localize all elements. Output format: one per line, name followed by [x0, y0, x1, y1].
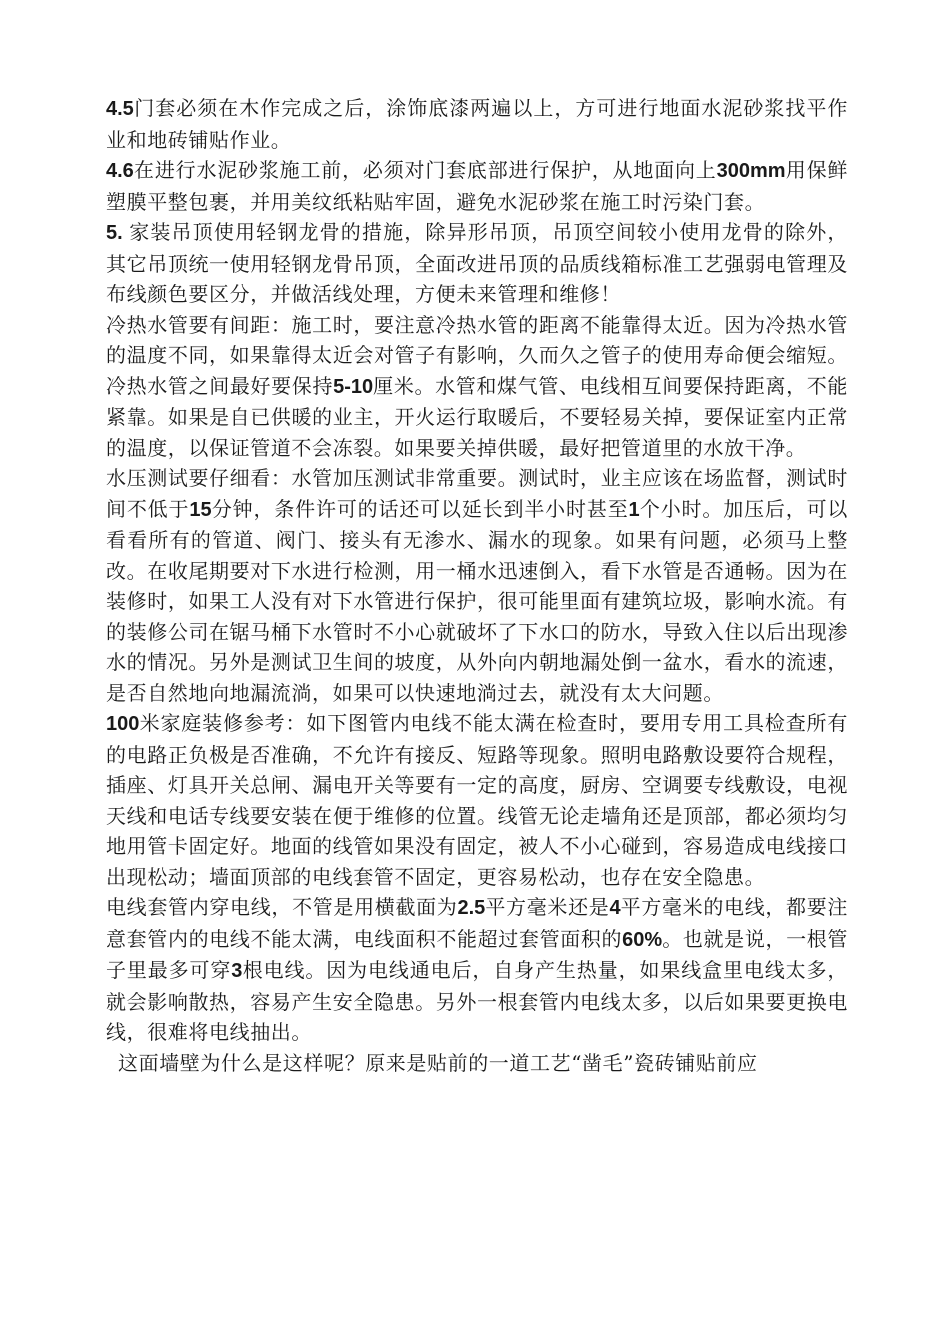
- inline-number: 300mm: [716, 160, 786, 182]
- paragraph-text: 电线套管内穿电线，不管是用横截面为: [106, 895, 458, 919]
- paragraph-wall-chiseling: [106, 1048, 848, 1079]
- paragraph-wire-conduit: [106, 892, 848, 1048]
- inline-number: 60%: [622, 928, 663, 951]
- paragraph-text: 根电线。因为电线通电后，自身产生热量，如果线盒里电线太多，就会影响散热，容易产生安全隐患。另外一根套管内电线太多，以后如果要更换电线，很难将电线抽出。: [106, 958, 848, 1044]
- inline-number: 5-10: [333, 375, 374, 398]
- inline-number: 3: [231, 960, 243, 982]
- paragraph-water-pipe-spacing: [106, 310, 848, 464]
- paragraph-text: 平方毫米还是: [485, 895, 610, 919]
- paragraph-text: 家装吊顶使用轻钢龙骨的措施，除异形吊顶，吊顶空间较小使用龙骨的除外，其它吊顶统一使用轻钢龙骨吊顶，全面改进吊顶的品质线箱标准工艺强弱电管理及布线颜色要区分，并做活线处理，方便未来管理和维修！: [106, 220, 848, 306]
- paragraph-4-5: [106, 93, 848, 155]
- document-page: [106, 93, 848, 1078]
- paragraph-text: 水压测试要仔细看：水管加压测试非常重要。测试时，业主应该在场监督，测试时间不低于: [106, 466, 848, 521]
- paragraph-text: 。也就是说，一根管子里最多可穿: [106, 926, 849, 982]
- paragraph-text: 分钟，条件许可的话还可以延长到半小时甚至: [211, 496, 629, 521]
- paragraph-text: 冷热水管要有间距：施工时，要注意冷热水管的距离不能靠得太近。因为冷热水管的温度不同，如果靠得太近会对管子有影响，久而久之管子的使用寿命便会缩短。冷热水管之间最好要保持: [106, 312, 848, 398]
- inline-number: 2.5: [457, 897, 486, 919]
- paragraph-text: 在进行水泥砂浆施工前，必须对门套底部进行保护，从地面向上: [133, 158, 717, 182]
- paragraph-text: 个小时。加压后，可以看看所有的管道、阀门、接头有无渗水、漏水的现象。如果有问题，必须马上整改。在收尾期要对下水进行检测，用一桶水迅速倒入，看下水管是否通畅。因为在装修时，如果工人没有对下水管进行保护，很可能里面有建筑垃圾，影响水流。有的装修公司在锯马桶下水管时不小心就破坏了下水口的防水，导致入住以后出现渗水的情况。另外是测试卫生间的坡度，从外向内朝地漏处倒一盆水，看水的流速，是否自然地向地漏流淌，如果可以快速地淌过去，就没有太大问题。: [106, 496, 849, 705]
- paragraph-100-reference: [106, 708, 848, 892]
- inline-number: 4: [609, 897, 621, 919]
- paragraph-text: 这面墙壁为什么是这样呢？原来是贴前的一道工艺“凿毛”瓷砖铺贴前应: [118, 1050, 758, 1075]
- paragraph-text: 平方毫米的电线，都要注意套管内的电线不能太满，电线面积不能超过套管面积的: [106, 895, 848, 951]
- paragraph-text: 门套必须在木作完成之后，涂饰底漆两遍以上，方可进行地面水泥砂浆找平作业和地砖铺贴作业。: [106, 96, 848, 152]
- inline-number: 1: [628, 498, 640, 521]
- paragraph-4-6: [106, 155, 848, 217]
- paragraph-5: [106, 217, 848, 310]
- paragraph-text: 厘米。水管和煤气管、电线相互间要保持距离，不能紧靠。如果是自已供暖的业主，开火运行取暖后，不要轻易关掉，要保证室内正常的温度，以保证管道不会冻裂。如果要关掉供暖，最好把管道里的水放干净。: [106, 373, 848, 460]
- inline-number: 100: [106, 713, 140, 735]
- paragraph-pressure-test: [106, 463, 848, 708]
- section-number: 5.: [106, 222, 123, 244]
- section-number: 4.5: [106, 98, 134, 120]
- inline-number: 15: [189, 498, 212, 521]
- section-number: 4.6: [106, 160, 134, 182]
- paragraph-text: 米家庭装修参考：如下图管内电线不能太满在检查时，要用专用工具检查所有的电路正负极是否准确，不允许有接反、短路等现象。照明电路敷设要符合规程，插座、灯具开关总闸、漏电开关等要有一定的高度，厨房、空调要专线敷设，电视天线和电话专线要安装在便于维修的位置。线管无论走墙角还是顶部，都必须均匀地用管卡固定好。地面的线管如果没有固定，被人不小心碰到，容易造成电线接口出现松动；墙面顶部的电线套管不固定，更容易松动，也存在安全隐患。: [106, 711, 848, 889]
- paragraph-text: 用保鲜塑膜平整包裹，并用美纹纸粘贴牢固，避免水泥砂浆在施工时污染门套。: [106, 158, 848, 214]
